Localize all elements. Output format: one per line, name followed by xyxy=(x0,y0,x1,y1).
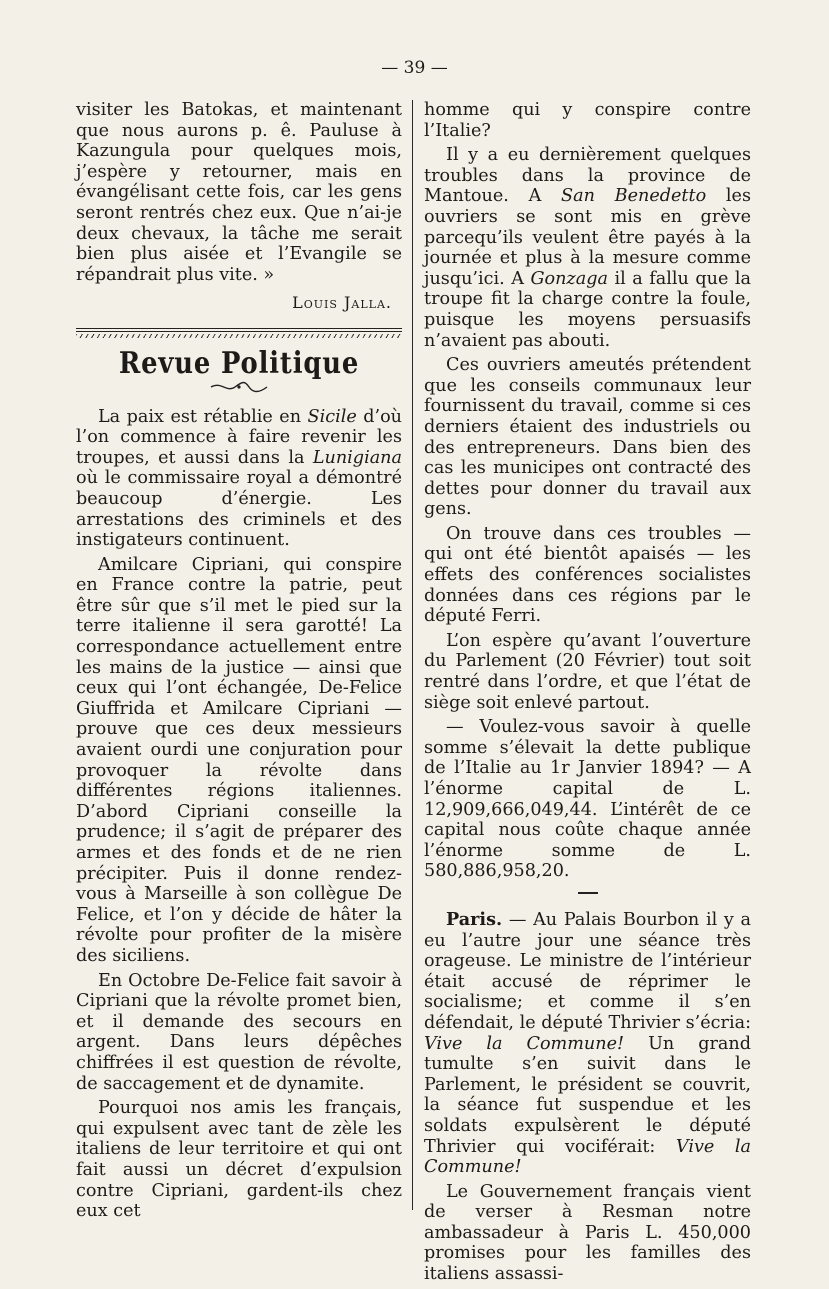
paragraph: Amilcare Cipriani, qui conspire en France contre la patrie, peut être sûr que s’il met le pied sur la terre italienne il sera garotté! La correspondance actuellement entre les mains de la justice — ainsi que ceux qui l’ont échangée, De-Felice Giuffrida et Amilcare Cipriani — prouve que ces deux messieurs avaient ourdi une conjuration pour provoquer la révolte dans différentes régions italiennes. D’abord Cipriani conseille la prudence; il s’agit de préparer des armes et des fonds et de ne rien précipiter. Puis il donne rendez-vous à Marseille à son collègue De Felice, et l’on y décide de hâter la révolte pour profiter de la misère des siciliens. xyxy=(76,554,402,966)
paragraph: La paix est rétablie en Sicile d’où l’on commence à faire revenir les troupes, et aussi dans la Lunigiana où le commissaire royal a démontré beaucoup d’énergie. Les arrestations des criminels et des instigateurs continuent. xyxy=(76,406,403,551)
short-divider xyxy=(578,892,598,894)
paragraph: On trouve dans ces troubles — qui ont été bientôt apaisés — les effets des conférences socialistes données dans ces régions par le député Ferri. xyxy=(424,523,751,627)
section-divider xyxy=(76,328,402,332)
paragraph: L’on espère qu’avant l’ouverture du Parlement (20 Février) tout soit rentré dans l’ordre, et que l’état de siège soit enlevé partout. xyxy=(424,630,751,713)
paragraph: Il y a eu dernièrement quelques troubles dans la province de Mantoue. A San Benedetto les ouvriers se sont mis en grève parcequ’ils veulent être payés à la journée et plus à la mesure comme jusqu’ici. A Gonzaga il a fallu que la troupe fit la charge contre la foule, puisque les moyens persuasifs n’avaient pas abouti. xyxy=(424,145,751,351)
page-number: — 39 — xyxy=(381,58,448,78)
paragraph: Ces ouvriers ameutés prétendent que les conseils communaux leur fournissent du travail, comme si ces derniers étaient des industriels ou des entrepreneurs. Dans bien des cas les municipes ont contracté des dettes pour donner du travail aux gens. xyxy=(424,355,751,520)
paragraph: Le Gouvernement français vient de verser à Resman notre ambassadeur à Paris L. 450,000 promises pour les familles des italiens assassi- xyxy=(424,1181,751,1285)
right-column xyxy=(424,100,751,1289)
signature: Louis Jalla. xyxy=(292,293,392,313)
paragraph: Paris. — Au Palais Bourbon il y a eu l’autre jour une séance très orageuse. Le ministre de l’intérieur était accusé de réprimer le socialisme; et comme il s’en défendait, le député Thrivier s’écria: Vive la Commune! Un grand tumulte s’en suivit dans le Parlement, le président se couvrit, la séance fut suspendue et les soldats expulsèrent le député Thrivier qui vociférait: Vive la Commune! xyxy=(424,908,751,1178)
section-title: Revue Politique xyxy=(118,345,360,381)
paragraph: En Octobre De-Felice fait savoir à Cipriani que la révolte promet bien, et il demande des secours en argent. Dans leurs dépêches chiffrées il est question de révolte, de saccagement et de dynamite. xyxy=(76,970,402,1094)
left-column xyxy=(76,100,402,1226)
column-rule xyxy=(412,100,413,1210)
paragraph: visiter les Batokas, et maintenant que nous aurons p. ê. Pauluse à Kazungula pour quelques mois, j’espère y retourner, mais en évangélisant cette fois, car les gens seront rentrés chez eux. Que n’ai-je deux chevaux, la tâche me serait bien plus aisée et l’Evangile se répandrait plus vite. » xyxy=(76,100,402,285)
wavy-rule xyxy=(76,334,402,338)
paragraph: homme qui y conspire contre l’Italie? xyxy=(424,100,751,141)
paragraph: — Voulez-vous savoir à quelle somme s’élevait la dette publique de l’Italie au 1r Janvier 1894? — A l’énorme capital de L. 12,909,666,049,44. L’intérêt de ce capital nous coûte chaque année l’énorme somme de L. 580,886,958,20. xyxy=(424,717,751,882)
paragraph: Pourquoi nos amis les français, qui expulsent avec tant de zèle les italiens de leur territoire et qui ont fait aussi un décret d’expulsion contre Cipriani, gardent-ils chez eux cet xyxy=(76,1098,402,1222)
